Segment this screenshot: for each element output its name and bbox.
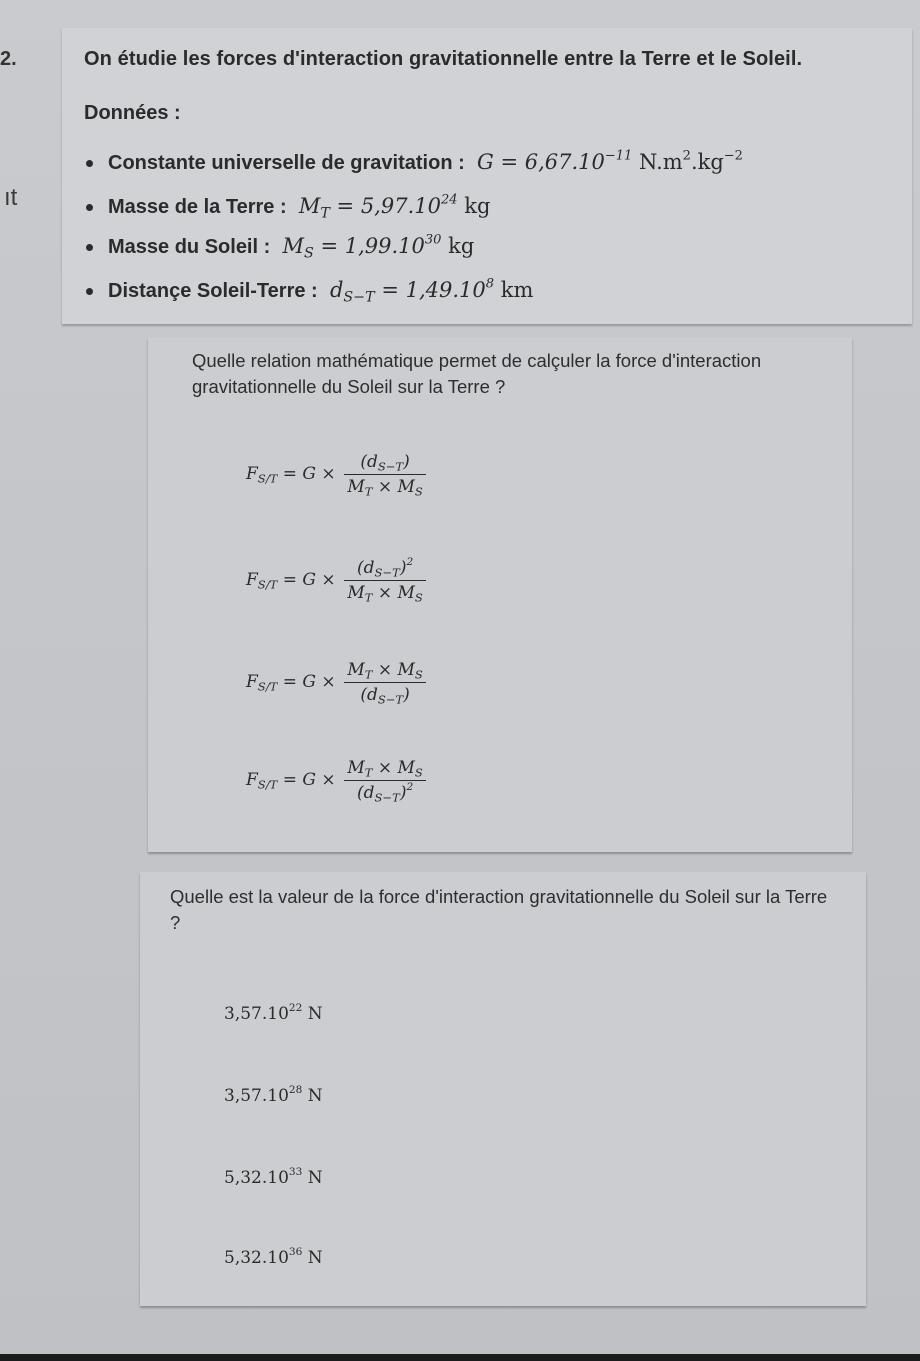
- answer-option[interactable]: 3,57.10$^{22}$ N: [224, 1002, 323, 1024]
- data-title: Données :: [84, 102, 181, 124]
- bullet-icon: [86, 288, 93, 295]
- handwritten-note: ıt: [4, 184, 18, 211]
- answer-option[interactable]: 5,32.10$^{33}$ N: [224, 1166, 323, 1188]
- data-item-gravitation-constant: [86, 150, 743, 175]
- data-item-formula: $M_T = 5,97.10^{24}$ kg: [292, 192, 491, 222]
- answer-option[interactable]: $F_{S/T} = G$ × $\frac{M_T \times M_S}{(d_{S-T})^2}$: [246, 758, 426, 803]
- bottom-edge: [0, 1354, 920, 1361]
- data-item-distance: [86, 276, 534, 306]
- answer-option[interactable]: 3,57.10$^{28}$ N: [224, 1084, 323, 1106]
- exercise-number: 2.: [0, 48, 17, 70]
- bullet-icon: [86, 244, 93, 251]
- answer-option[interactable]: $F_{S/T} = G$ × $\frac{(d_{S-T})}{M_T \times M_S}$: [246, 452, 426, 497]
- data-item-formula: $M_S = 1,99.10^{30}$ kg: [275, 232, 475, 262]
- answer-option[interactable]: $F_{S/T} = G$ × $\frac{(d_{S-T})^2}{M_T \times M_S}$: [246, 558, 426, 603]
- data-item-earth-mass: [86, 192, 491, 222]
- data-item-label: Masse de la Terre :: [108, 196, 287, 218]
- answer-option[interactable]: 5,32.10$^{36}$ N: [224, 1246, 323, 1268]
- data-item-formula: $d_{S-T} = 1,49.10^8$ km: [323, 276, 534, 306]
- data-item-sun-mass: [86, 232, 475, 262]
- answer-option[interactable]: $F_{S/T} = G$ × $\frac{M_T \times M_S}{(d_{S-T})}$: [246, 660, 426, 705]
- data-card: [62, 28, 912, 324]
- data-item-label: Masse du Soleil :: [108, 236, 271, 258]
- bullet-icon: [86, 160, 93, 167]
- intro-text: On étudie les forces d'interaction gravitationnelle entre la Terre et le Soleil.: [84, 48, 803, 70]
- question-card-value: [140, 872, 866, 1306]
- data-item-label: Distançe Soleil-Terre :: [108, 280, 318, 302]
- bullet-icon: [86, 204, 93, 211]
- data-item-formula: $G = 6,67.10^{-11}$ $N.m^2.kg^{-2}$: [470, 148, 743, 174]
- data-item-label: Constante universelle de gravitation :: [108, 152, 465, 174]
- question-card-relation: [148, 338, 852, 852]
- question-text: Quelle est la valeur de la force d'interaction gravitationnelle du Soleil sur la Terre ?: [170, 886, 828, 933]
- question-text: Quelle relation mathématique permet de calçuler la force d'interaction gravitationnelle du Soleil sur la Terre ?: [192, 350, 762, 397]
